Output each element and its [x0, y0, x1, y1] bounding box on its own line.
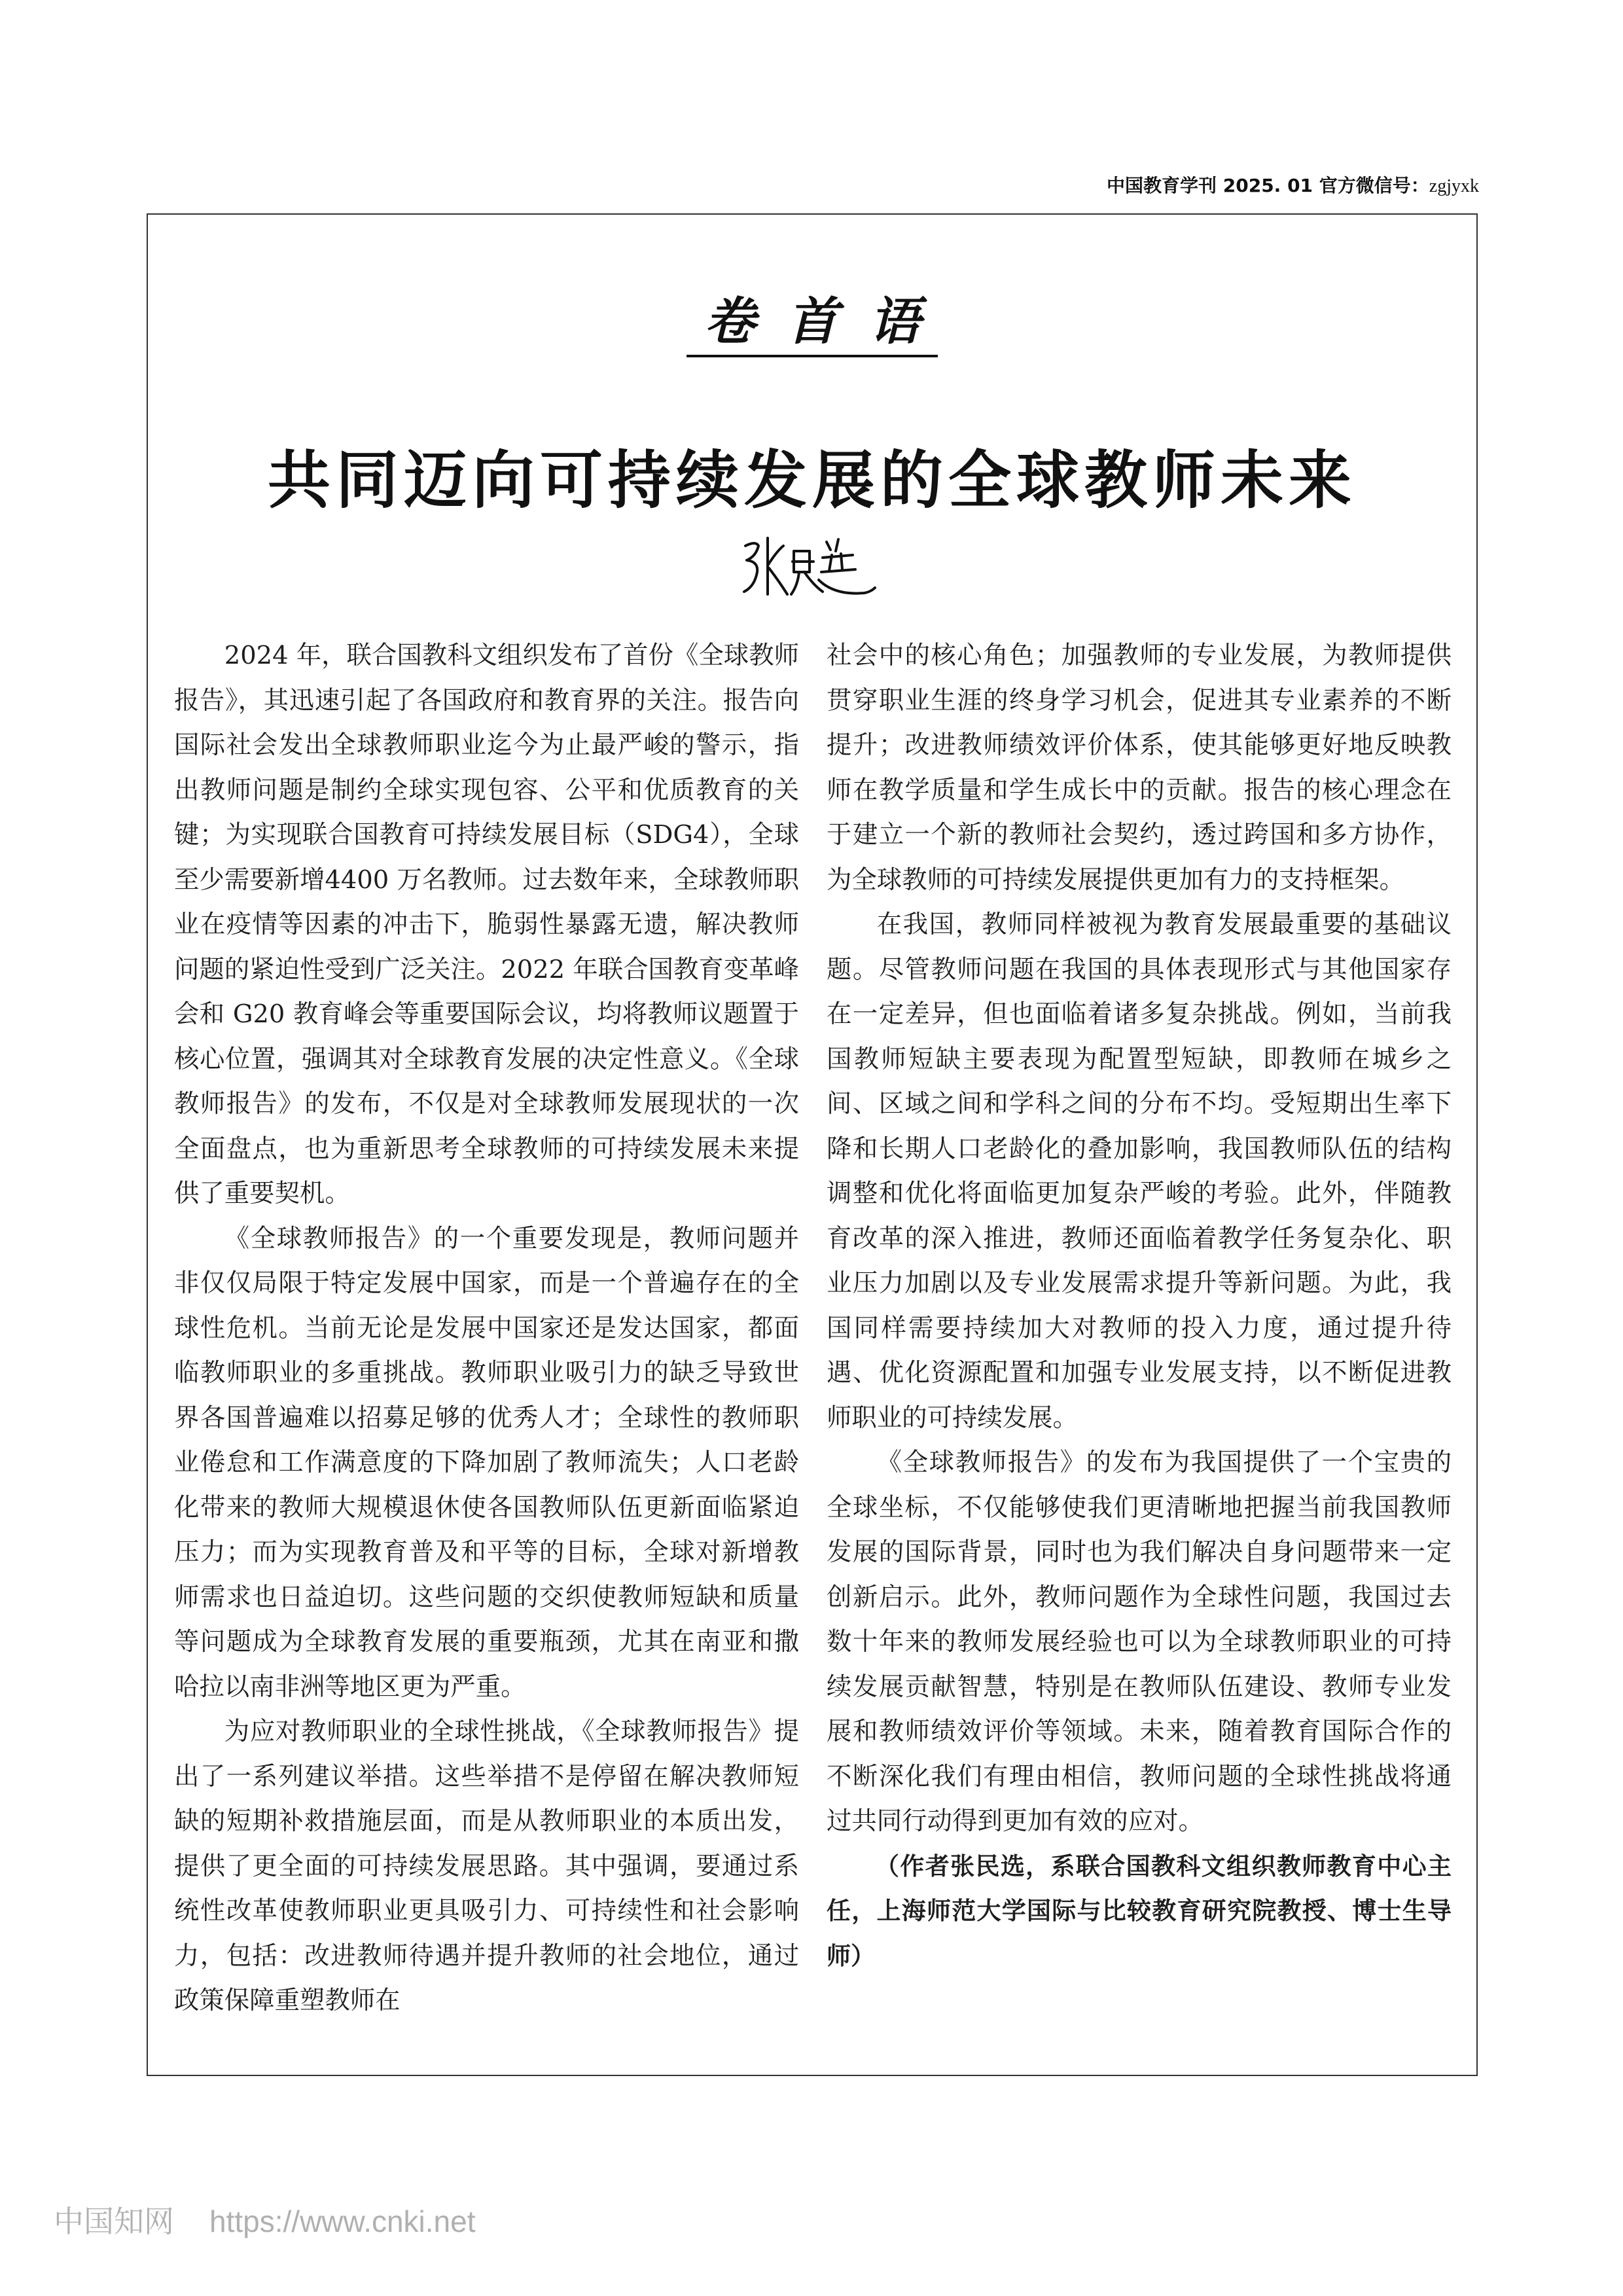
- section-title-underline: [687, 355, 938, 357]
- journal-header: [1107, 171, 1479, 198]
- paragraph-2: 《全球教师报告》的一个重要发现是，教师问题并非仅仅局限于特定发展中国家，而是一个普遍存在的全球性危机。当前无论是发展中国家还是发达国家，都面临教师职业的多重挑战。教师职业吸引力的缺乏导致世界各国普遍难以招募足够的优秀人才；全球性的教师职业倦怠和工作满意度的下降加剧了教师流失；人口老龄化带来的教师大规模退休使各国教师队伍更新面临紧迫压力；而为实现教育普及和平等的目标，全球对新增教师需求也日益迫切。这些问题的交织使教师短缺和质量等问题成为全球教育发展的重要瓶颈，尤其在南亚和撒哈拉以南非洲等地区更为严重。: [174, 1223, 799, 1702]
- cnki-brand: 中国知网: [54, 2204, 174, 2239]
- paragraph-4: 在我国，教师同样被视为教育发展最重要的基础议题。尽管教师问题在我国的具体表现形式与其他国家存在一定差异，但也面临着诸多复杂挑战。例如，当前我国教师短缺主要表现为配置型短缺，即教师在城乡之间、区域之间和学科之间的分布不均。受短期出生率下降和长期人口老龄化的叠加影响，我国教师队伍的结构调整和优化将面临更加复杂严峻的考验。此外，伴随教育改革的深入推进，教师还面临着教学任务复杂化、职业压力加剧以及专业发展需求提升等新问题。为此，我国同样需要持续加大对教师的投入力度，通过提升待遇、优化资源配置和加强专业发展支持，以不断促进教师职业的可持续发展。: [827, 910, 1452, 1433]
- journal-info: 中国教育学刊 2025. 01 官方微信号：: [1107, 175, 1429, 196]
- cnki-url: https://www.cnki.net: [209, 2204, 476, 2238]
- author-signature: [736, 531, 880, 610]
- watermark-footer: [54, 2198, 476, 2241]
- paragraph-3: 为应对教师职业的全球性挑战，《全球教师报告》提出了一系列建议举措。这些举措不是停留在解决教师短缺的短期补救措施层面，而是从教师职业的本质出发，提供了更全面的可持续发展思路。其中强调，要通过系统性改革使教师职业更具吸引力、可持续性和社会影响力，包括：改进教师待遇并提升教师的社会地位，通过政策保障重塑教师在: [174, 1717, 799, 2015]
- right-column: [827, 634, 1452, 1979]
- wechat-id: zgjyxk: [1429, 176, 1479, 196]
- author-note: （作者张民选，系联合国教科文组织教师教育中心主任，上海师范大学国际与比较教育研究院教授、博士生导师）: [827, 1852, 1452, 1970]
- paragraph-1: 2024 年，联合国教科文组织发布了首份《全球教师报告》，其迅速引起了各国政府和教育界的关注。报告向国际社会发出全球教师职业迄今为止最严峻的警示，指出教师问题是制约全球实现包容、公平和优质教育的关键；为实现联合国教育可持续发展目标（SDG4），全球至少需要新增4400 万名教师。过去数年来，全球教师职业在疫情等因素的冲击下，脆弱性暴露无遗，解决教师问题的紧迫性受到广泛关注。2022 年联合国教育变革峰会和 G20 教育峰会等重要国际会议，均将教师议题置于核心位置，强调其对全球教育发展的决定性意义。《全球教师报告》的发布，不仅是对全球教师发展现状的一次全面盘点，也为重新思考全球教师的可持续发展未来提供了重要契机。: [174, 641, 799, 1208]
- paragraph-3-continued: 社会中的核心角色；加强教师的专业发展，为教师提供贯穿职业生涯的终身学习机会，促进其专业素养的不断提升；改进教师绩效评价体系，使其能够更好地反映教师在教学质量和学生成长中的贡献。报告的核心理念在于建立一个新的教师社会契约，透过跨国和多方协作，为全球教师的可持续发展提供更加有力的支持框架。: [827, 641, 1452, 895]
- paragraph-5: 《全球教师报告》的发布为我国提供了一个宝贵的全球坐标，不仅能够使我们更清晰地把握当前我国教师发展的国际背景，同时也为我们解决自身问题带来一定创新启示。此外，教师问题作为全球性问题，我国过去数十年来的教师发展经验也可以为全球教师职业的可持续发展贡献智慧，特别是在教师队伍建设、教师专业发展和教师绩效评价等领域。未来，随着教育国际合作的不断深化我们有理由相信，教师问题的全球性挑战将通过共同行动得到更加有效的应对。: [827, 1448, 1452, 1836]
- article-title: 共同迈向可持续发展的全球教师未来: [268, 443, 1357, 517]
- left-column: [174, 634, 799, 2024]
- section-title: [687, 275, 952, 360]
- section-title-text: 卷首语: [704, 292, 952, 351]
